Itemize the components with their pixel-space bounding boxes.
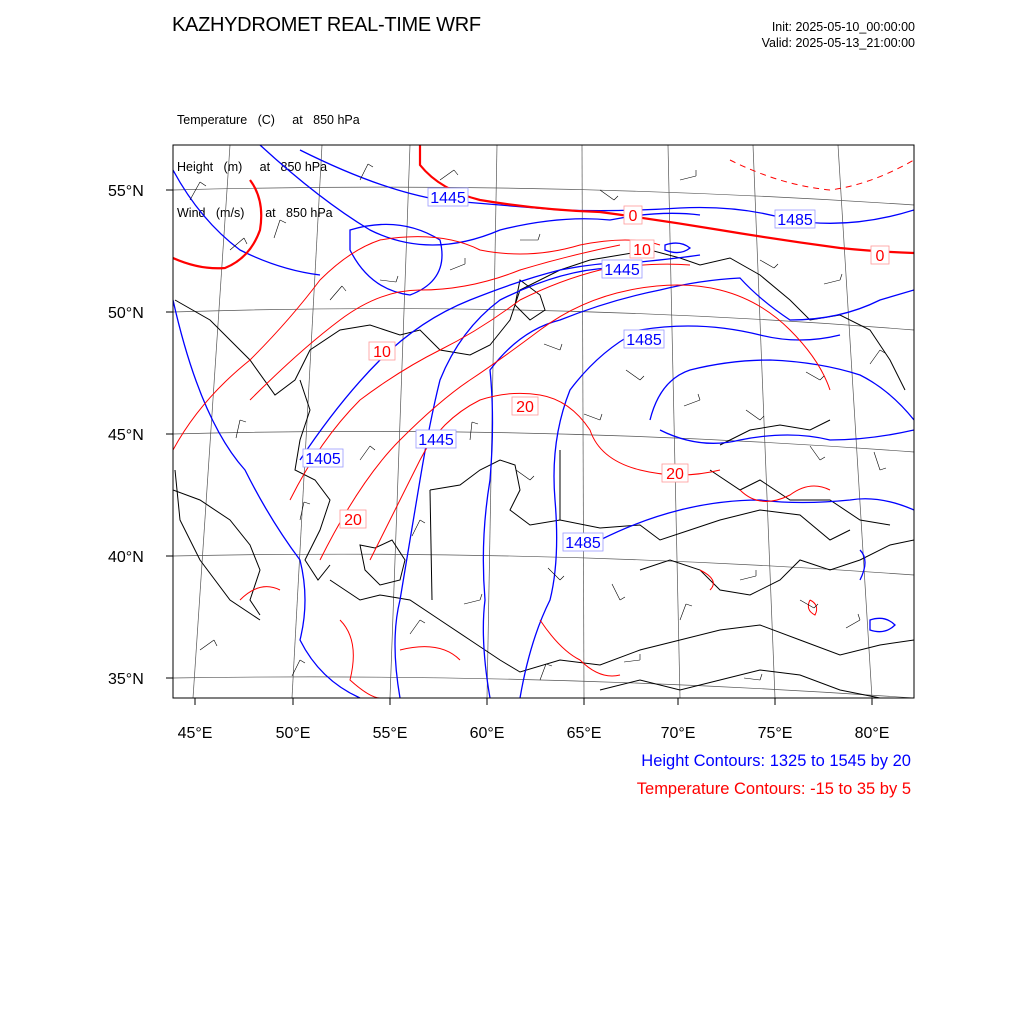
lon-label: 70°E (660, 725, 696, 742)
lon-label: 50°E (275, 725, 311, 742)
temperature-contour-label: 20 (344, 512, 362, 529)
wind-barbs (190, 164, 886, 680)
height-contour-label: 1485 (626, 332, 662, 349)
temperature-contour-label: 20 (666, 466, 684, 483)
lat-label: 40°N (108, 549, 144, 566)
lon-label: 75°E (757, 725, 793, 742)
lon-label: 45°E (177, 725, 213, 742)
country-borders (173, 250, 914, 698)
lon-label: 60°E (469, 725, 505, 742)
height-contour-label: 1405 (305, 451, 341, 468)
height-labels (303, 188, 815, 552)
lon-label: 55°E (372, 725, 408, 742)
chart-title: KAZHYDROMET REAL-TIME WRF (172, 14, 481, 36)
variable-wind: Wind (m/s) at 850 hPa (177, 206, 333, 220)
temperature-contour-legend: Temperature Contours: -15 to 35 by 5 (636, 780, 911, 798)
height-contour-label: 1445 (418, 432, 454, 449)
variable-height: Height (m) at 850 hPa (177, 159, 328, 174)
temperature-contour-label: 0 (628, 208, 638, 225)
lat-label: 55°N (108, 183, 144, 200)
height-contour-label: 1445 (604, 262, 640, 279)
lon-label: 65°E (566, 725, 602, 742)
height-contour-legend: Height Contours: 1325 to 1545 by 20 (641, 752, 911, 770)
height-contour-label: 1485 (777, 212, 813, 229)
lat-label: 50°N (108, 305, 144, 322)
valid-time: Valid: 2025-05-13_21:00:00 (761, 36, 915, 50)
lat-label: 35°N (108, 671, 144, 688)
height-contour-label: 1445 (430, 190, 466, 207)
variable-temperature: Temperature (C) at 850 hPa (177, 113, 360, 127)
height-contour-label: 1485 (565, 535, 601, 552)
temperature-labels (340, 206, 889, 529)
temperature-contour-label: 10 (633, 242, 651, 259)
temperature-contour-label: 10 (373, 344, 391, 361)
lon-label: 80°E (854, 725, 890, 742)
lat-label: 45°N (108, 427, 144, 444)
init-time: Init: 2025-05-10_00:00:00 (771, 20, 915, 34)
temperature-contour-label: 0 (875, 248, 885, 265)
temperature-contour-label: 20 (516, 399, 534, 416)
